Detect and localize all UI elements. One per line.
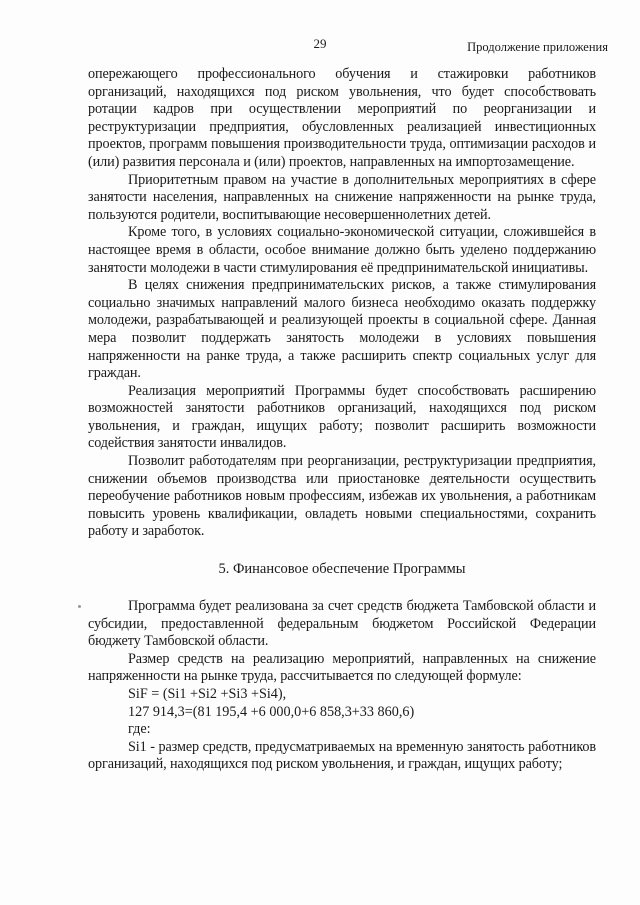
paragraph-1: опережающего профессионального обучения и стажировки работников организаций, находящихся под риском увольнения, что будет способствовать ротации кадров при осуществлении мероприятий по реорганизации и реструктуризации предприятия, обусловленных реализацией инвестиционных проектов, программ повышения производительности труда, оптимизации расходов и (или) развития персонала и (или) проектов, направленных на импортозамещение. <box>88 66 596 170</box>
section-heading: 5. Финансовое обеспечение Программы <box>218 561 466 578</box>
section-paragraph-3: Si1 - размер средств, предусматриваемых на временную занятость работников организаций, находящихся под риском увольнения, и граждан, ищущих работу; <box>88 738 596 773</box>
paragraph-5: Реализация мероприятий Программы будет способствовать расширению возможностей занятости работников организаций, находящихся под риском увольнения, и граждан, ищущих работу; позволит расширить возможности содействия занятости инвалидов. <box>88 382 596 452</box>
scan-speck <box>78 605 81 608</box>
paragraph-6: Позволит работодателям при реорганизации, реструктуризации предприятия, снижении объемов производства или приостановке деятельности осуществить переобучение работников новым профессиям, избежав их увольнения, а работникам повысить уровень квалификации, овладеть новыми специальностями, сохранить работу и заработок. <box>88 453 596 540</box>
page-content <box>88 66 596 774</box>
page-number: 29 <box>313 36 327 51</box>
paragraph-2: Приоритетным правом на участие в дополнительных мероприятиях в сфере занятости населения, направленных на снижение напряженности на рынке труда, пользуются родители, воспитывающие несовершеннолетних детей. <box>88 171 596 223</box>
paragraph-3: Кроме того, в условиях социально-экономической ситуации, сложившейся в настоящее время в области, особое внимание должно быть уделено поддержанию занятости молодежи в части стимулирования её предпринимательской инициативы. <box>88 224 596 276</box>
paragraph-4: В целях снижения предпринимательских рисков, а также стимулирования социально значимых направлений малого бизнеса необходимо оказать поддержку молодежи, разрабатывающей и реализующей проекты в социальной сфере. Данная мера позволит поддержать занятость молодежи в условиях повышения напряженности на ранке труда, а также расширить спектр социальных услуг для граждан. <box>88 277 596 382</box>
formula: SiF = (Si1 +Si2 +Si3 +Si4), <box>128 686 287 702</box>
formula-values: 127 914,3=(81 195,4 +6 000,0+6 858,3+33 860,6) <box>128 703 415 720</box>
formula-where: где: <box>128 721 151 738</box>
page-caption: Продолжение приложения <box>467 40 608 54</box>
section-paragraph-2: Размер средств на реализацию мероприятий, направленных на снижение напряженности на рынке труда, рассчитывается по следующей формуле: <box>88 650 596 685</box>
section-paragraph-1: Программа будет реализована за счет средств бюджета Тамбовской области и субсидии, предоставленной федеральным бюджетом Российской Федерации бюджету Тамбовской области. <box>88 598 596 650</box>
